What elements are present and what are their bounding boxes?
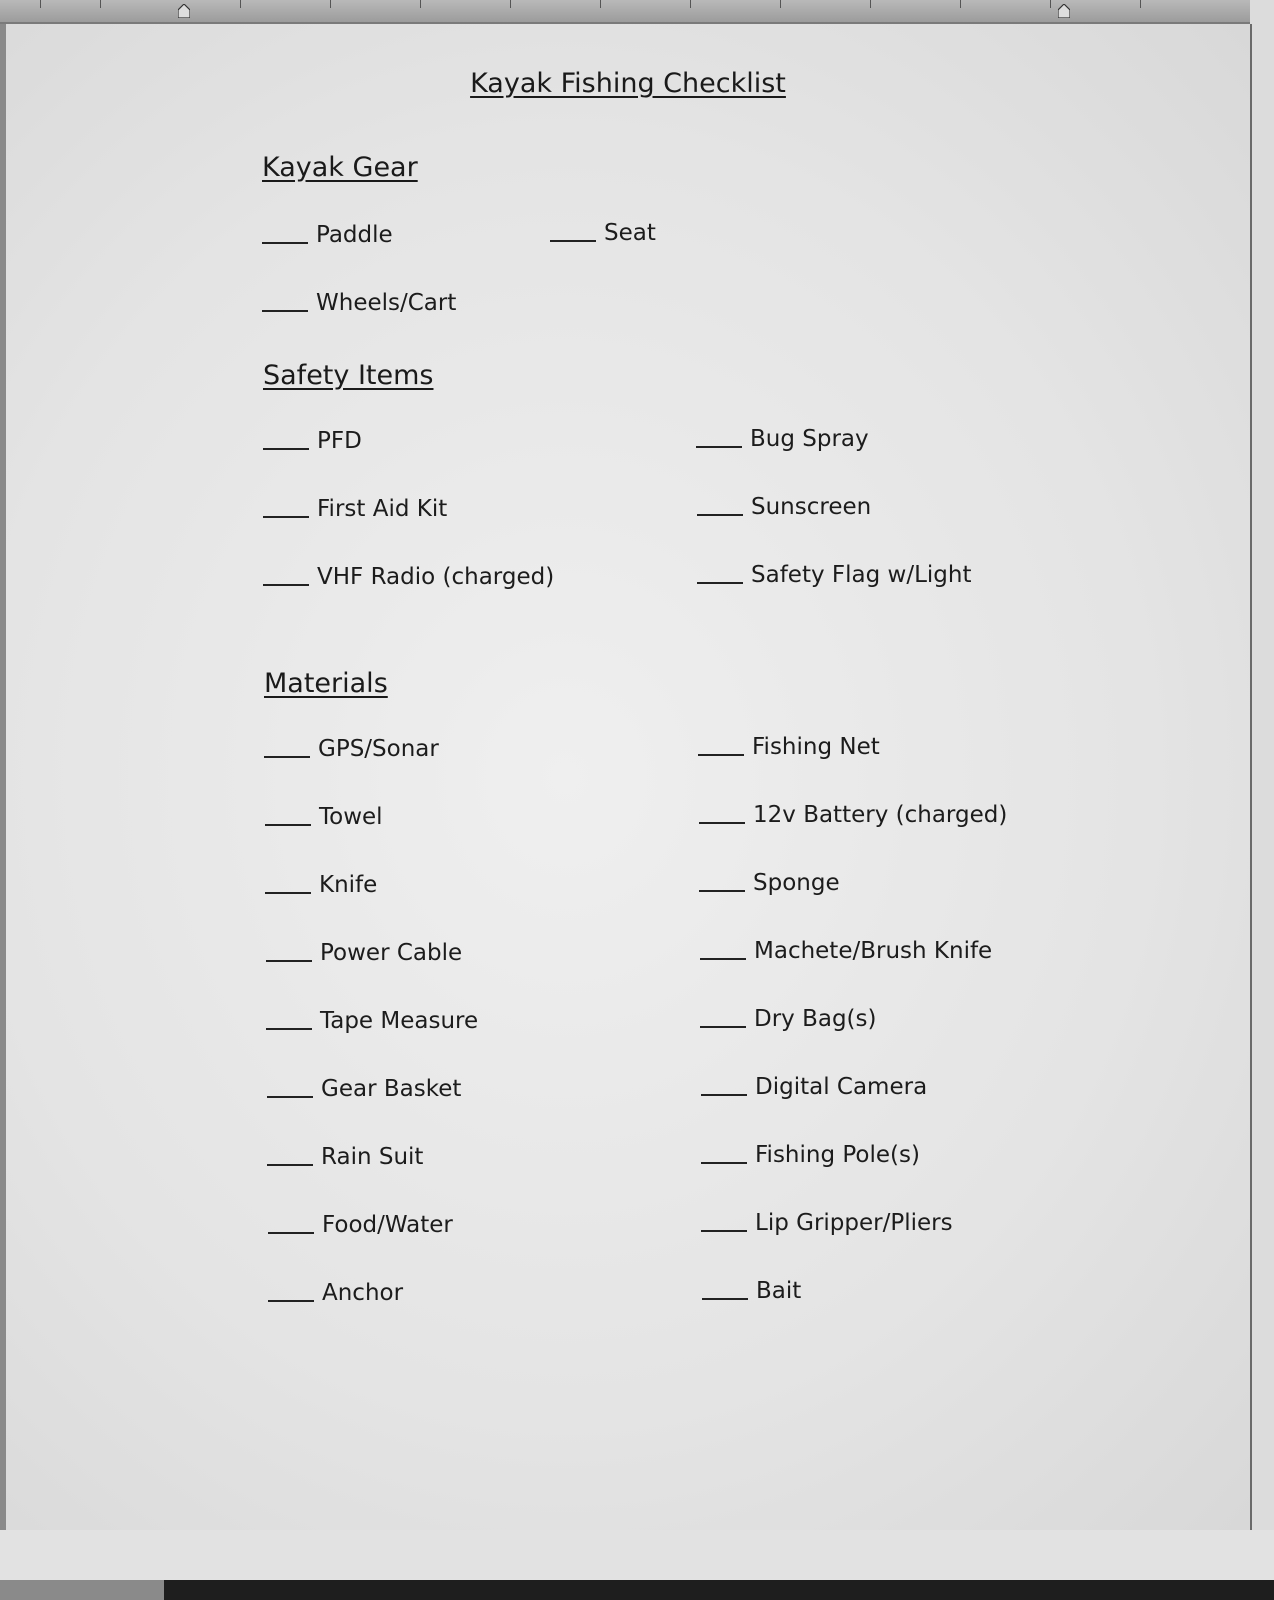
checkbox-blank[interactable] — [266, 1027, 312, 1030]
checkbox-blank[interactable] — [700, 957, 746, 960]
item-label: Gear Basket — [321, 1076, 462, 1102]
right-indent-marker-icon[interactable] — [1058, 4, 1070, 18]
checkbox-blank[interactable] — [697, 513, 743, 516]
checklist-item — [264, 736, 439, 762]
checkbox-blank[interactable] — [268, 1231, 314, 1234]
checkbox-blank[interactable] — [267, 1163, 313, 1166]
item-label: Lip Gripper/Pliers — [755, 1210, 953, 1236]
item-label: Bait — [756, 1278, 802, 1304]
checklist-item — [267, 1144, 423, 1170]
checklist-item — [701, 1074, 927, 1100]
ruler-tick — [330, 0, 331, 8]
checkbox-blank[interactable] — [265, 891, 311, 894]
checkbox-blank[interactable] — [697, 581, 743, 584]
checklist-item — [266, 940, 462, 966]
ruler-tick — [690, 0, 691, 8]
checkbox-blank[interactable] — [696, 445, 742, 448]
ruler-tick — [780, 0, 781, 8]
checklist-item — [697, 494, 871, 520]
ruler-tick — [240, 0, 241, 8]
section-heading-safety-items: Safety Items — [263, 360, 434, 391]
checkbox-blank[interactable] — [267, 1095, 313, 1098]
item-label: GPS/Sonar — [318, 736, 439, 762]
item-label: Rain Suit — [321, 1144, 424, 1170]
item-label: Wheels/Cart — [316, 290, 457, 316]
checklist-item — [262, 222, 393, 248]
item-label: Bug Spray — [750, 426, 869, 452]
item-label: First Aid Kit — [317, 496, 448, 522]
item-label: Knife — [319, 872, 378, 898]
ruler-tick — [420, 0, 421, 8]
checklist-item — [697, 562, 971, 588]
item-label: Tape Measure — [320, 1008, 479, 1034]
checkbox-blank[interactable] — [700, 1025, 746, 1028]
ruler-tick — [100, 0, 101, 8]
item-label: Safety Flag w/Light — [751, 562, 972, 588]
document-page[interactable] — [6, 24, 1250, 1530]
ruler-tick — [960, 0, 961, 8]
checkbox-blank[interactable] — [266, 959, 312, 962]
checkbox-blank[interactable] — [701, 1093, 747, 1096]
checklist-item — [267, 1076, 461, 1102]
indent-marker-icon[interactable] — [178, 4, 190, 18]
checklist-item — [698, 734, 880, 760]
checklist-item — [268, 1212, 453, 1238]
checkbox-blank[interactable] — [699, 889, 745, 892]
item-label: Anchor — [322, 1280, 404, 1306]
item-label: Food/Water — [322, 1212, 453, 1238]
item-label: 12v Battery (charged) — [753, 802, 1008, 828]
item-label: Machete/Brush Knife — [754, 938, 993, 964]
checklist-item — [263, 496, 447, 522]
checklist-item — [699, 802, 1007, 828]
checklist-item — [265, 872, 377, 898]
ruler-tick — [1140, 0, 1141, 8]
item-label: Power Cable — [320, 940, 463, 966]
item-label: Sunscreen — [751, 494, 872, 520]
checklist-item — [263, 564, 554, 590]
item-label: Digital Camera — [755, 1074, 928, 1100]
item-label: Seat — [604, 220, 656, 246]
checklist-item — [700, 938, 992, 964]
document-title: Kayak Fishing Checklist — [470, 68, 786, 99]
page-margin-right — [1250, 0, 1274, 1530]
item-label: Sponge — [753, 870, 840, 896]
checkbox-blank[interactable] — [263, 515, 309, 518]
item-label: VHF Radio (charged) — [317, 564, 555, 590]
ruler — [0, 0, 1274, 24]
item-label: Paddle — [316, 222, 393, 248]
checkbox-blank[interactable] — [265, 823, 311, 826]
checklist-item — [268, 1280, 403, 1306]
window-bottom-area — [0, 1530, 1274, 1580]
ruler-tick — [40, 0, 41, 8]
taskbar[interactable] — [164, 1580, 1274, 1600]
checkbox-blank[interactable] — [262, 241, 308, 244]
checklist-item — [263, 428, 362, 454]
checklist-item — [699, 870, 840, 896]
item-label: Fishing Net — [752, 734, 880, 760]
checklist-item — [700, 1006, 877, 1032]
checklist-item — [696, 426, 869, 452]
ruler-tick — [870, 0, 871, 8]
checklist-item — [701, 1210, 953, 1236]
checkbox-blank[interactable] — [701, 1229, 747, 1232]
checkbox-blank[interactable] — [699, 821, 745, 824]
checklist-item — [265, 804, 383, 830]
checkbox-blank[interactable] — [702, 1297, 748, 1300]
checkbox-blank[interactable] — [262, 309, 308, 312]
section-heading-materials: Materials — [264, 668, 388, 699]
item-label: Fishing Pole(s) — [755, 1142, 920, 1168]
checkbox-blank[interactable] — [263, 447, 309, 450]
checklist-item — [266, 1008, 478, 1034]
checklist-item — [550, 220, 656, 246]
section-heading-kayak-gear: Kayak Gear — [262, 152, 418, 183]
checklist-item — [701, 1142, 920, 1168]
item-label: PFD — [317, 428, 362, 454]
checkbox-blank[interactable] — [550, 239, 596, 242]
checklist-item — [262, 290, 456, 316]
item-label: Dry Bag(s) — [754, 1006, 877, 1032]
ruler-tick — [1050, 0, 1051, 8]
checkbox-blank[interactable] — [268, 1299, 314, 1302]
checkbox-blank[interactable] — [263, 583, 309, 586]
checkbox-blank[interactable] — [264, 755, 310, 758]
checklist-item — [702, 1278, 801, 1304]
checkbox-blank[interactable] — [701, 1161, 747, 1164]
ruler-tick — [510, 0, 511, 8]
checkbox-blank[interactable] — [698, 753, 744, 756]
ruler-tick — [600, 0, 601, 8]
item-label: Towel — [319, 804, 383, 830]
